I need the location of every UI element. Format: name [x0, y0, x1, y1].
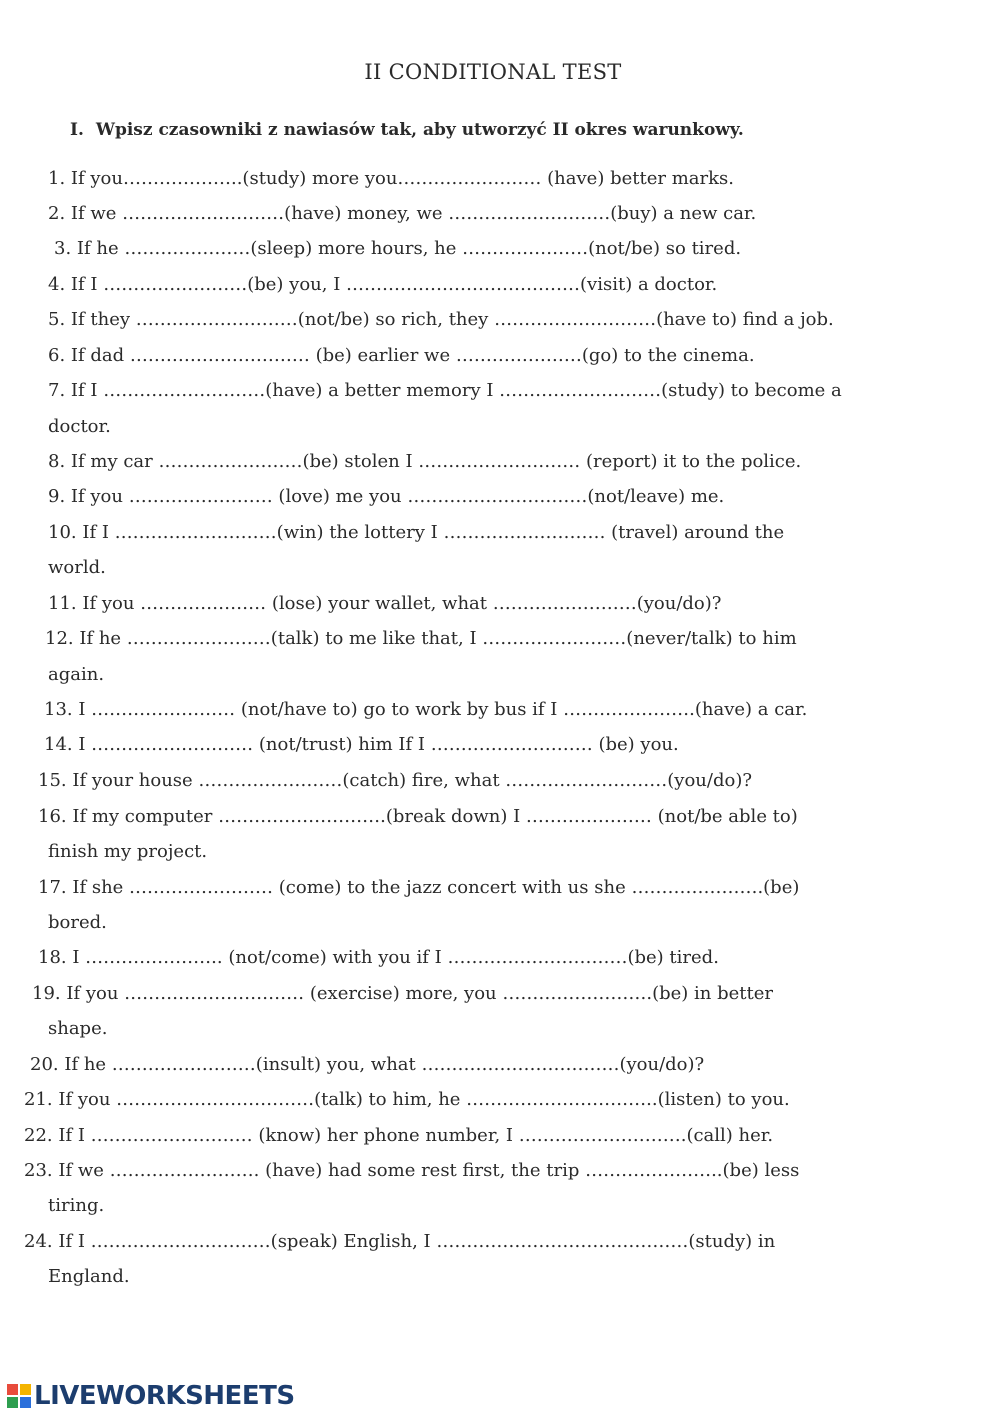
- exercise-line: 13. I …………………… (not/have to) go to work by bus if I ………………….(have) a car.: [44, 699, 808, 720]
- exercise-line: world.: [48, 557, 106, 578]
- exercise-line: 19. If you ………………………… (exercise) more, you …………………….(be) in better: [32, 983, 773, 1004]
- instruction: [70, 120, 744, 140]
- exercise-line: bored.: [48, 912, 107, 933]
- exercise-line: 7. If I ………………………(have) a better memory I ………………………(study) to become a: [48, 380, 842, 401]
- exercise-line: 18. I ………………….. (not/come) with you if I …………………………(be) tired.: [38, 947, 719, 968]
- exercise-line: tiring.: [48, 1195, 105, 1216]
- exercise-line: 3. If he …………………(sleep) more hours, he …………………(not/be) so tired.: [54, 238, 742, 259]
- exercise-line: 14. I ……………………… (not/trust) him If I ……………………… (be) you.: [44, 734, 679, 755]
- exercise-line: 9. If you …………………… (love) me you …………………………(not/leave) me.: [48, 486, 725, 507]
- exercise-line: 16. If my computer ……………………….(break down) I ………………… (not/be able to): [38, 806, 798, 827]
- brand-name[interactable]: LIVEWORKSHEETS: [34, 1381, 295, 1411]
- exercise-line: 6. If dad ………………………… (be) earlier we …………………(go) to the cinema.: [48, 345, 755, 366]
- exercise-line: again.: [48, 664, 105, 685]
- exercise-line: 1. If you………………..(study) more you…………………… (have) better marks.: [48, 168, 734, 189]
- exercise-line: 22. If I ……………………… (know) her phone number, I ……………………….(call) her.: [24, 1125, 774, 1146]
- exercise-line: 5. If they ………………………(not/be) so rich, they ………………………(have to) find a job.: [48, 309, 834, 330]
- exercise-line: 21. If you ……………………………(talk) to him, he …………………………..(listen) to you.: [24, 1089, 790, 1110]
- exercise-line: shape.: [48, 1018, 108, 1039]
- exercise-line: 4. If I ……………………(be) you, I …………………………………(visit) a doctor.: [48, 274, 718, 295]
- exercise-line: 11. If you ………………… (lose) your wallet, what ……………………(you/do)?: [48, 593, 722, 614]
- exercise-line: 24. If I …………………………(speak) English, I ……………………………………(study) in: [24, 1231, 776, 1252]
- exercise-line: 2. If we ………………………(have) money, we ………………………(buy) a new car.: [48, 203, 757, 224]
- exercise-line: doctor.: [48, 416, 111, 437]
- exercise-line: 12. If he ……………………(talk) to me like that, I ……………………(never/talk) to him: [45, 628, 797, 649]
- exercise-line: 17. If she …………………… (come) to the jazz concert with us she ………………….(be): [38, 877, 800, 898]
- exercise-line: 10. If I ………………………(win) the lottery I ……………………… (travel) around the: [48, 522, 785, 543]
- exercise-line: England.: [48, 1266, 130, 1287]
- exercise-line: 15. If your house ……………………(catch) fire, what ………………………(you/do)?: [38, 770, 752, 791]
- instruction-text: Wpisz czasowniki z nawiasów tak, aby utworzyć II okres warunkowy.: [95, 120, 744, 140]
- footer: [6, 1381, 295, 1411]
- instruction-number: I.: [70, 120, 84, 140]
- page-title: II CONDITIONAL TEST: [364, 60, 622, 84]
- liveworksheets-logo-icon: [6, 1383, 32, 1409]
- exercise-line: 23. If we ……………………. (have) had some rest first, the trip …………………..(be) less: [24, 1160, 800, 1181]
- exercise-line: finish my project.: [48, 841, 208, 862]
- exercise-line: 20. If he ……………………(insult) you, what ……………………………(you/do)?: [30, 1054, 705, 1075]
- exercise-line: 8. If my car ……………………(be) stolen I ……………………… (report) it to the police.: [48, 451, 802, 472]
